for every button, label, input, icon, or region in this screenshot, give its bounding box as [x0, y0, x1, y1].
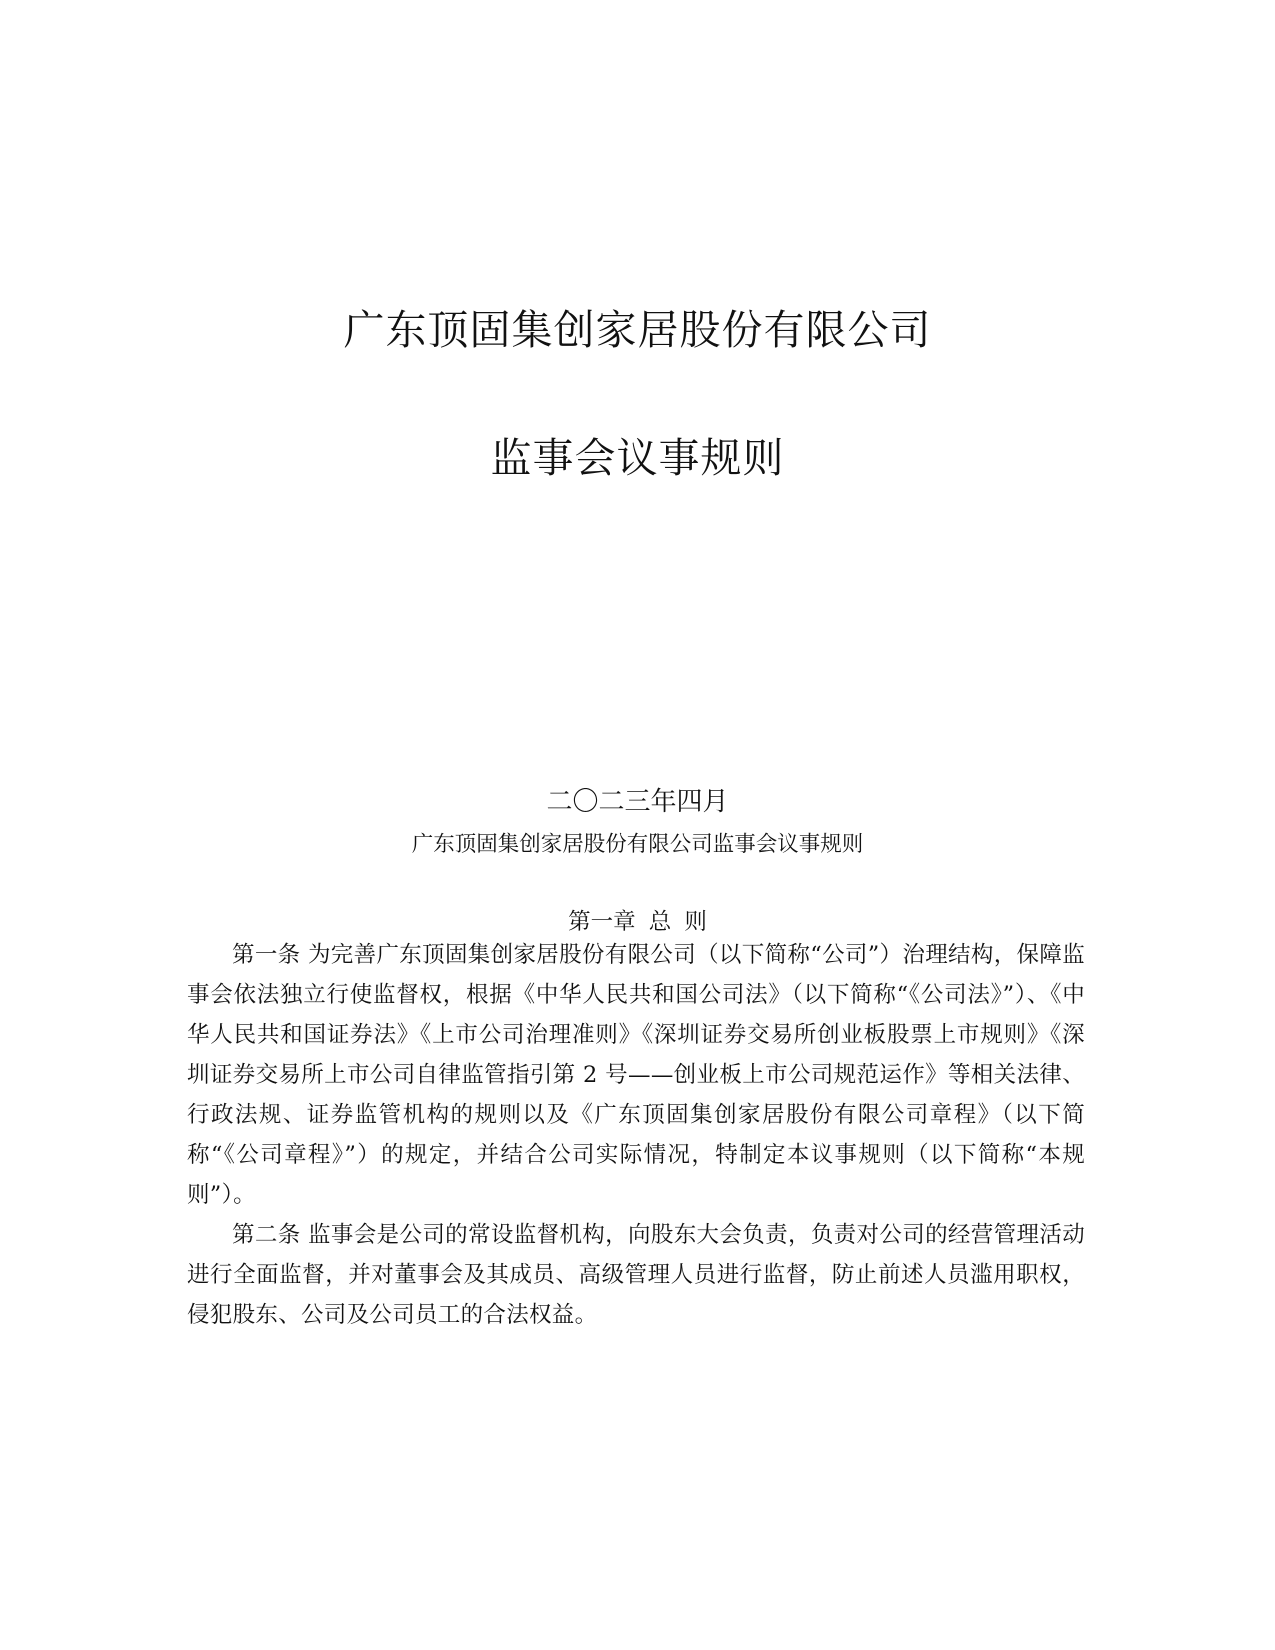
publication-date: 二〇二三年四月 [546, 787, 729, 817]
rules-full-title: 广东顶固集创家居股份有限公司监事会议事规则 [411, 832, 864, 857]
article-body [187, 935, 1085, 1335]
company-name-title: 广东顶固集创家居股份有限公司 [343, 306, 932, 354]
article-2: 第二条 监事会是公司的常设监督机构，向股东大会负责，负责对公司的经营管理活动进行全面监督，并对董事会及其成员、高级管理人员进行监督，防止前述人员滥用职权，侵犯股东、公司及公司员工的合法权益。 [187, 1222, 1085, 1328]
document-title: 监事会议事规则 [490, 434, 785, 482]
article-1: 第一条 为完善广东顶固集创家居股份有限公司（以下简称“公司”）治理结构，保障监事会依法独立行使监督权，根据《中华人民共和国公司法》（以下简称“《公司法》”）、《中华人民共和国证券法》《上市公司治理准则》《深圳证券交易所创业板股票上市规则》《深圳证券交易所上市公司自律监管指引第 2 号——创业板上市公司规范运作》等相关法律、行政法规、证券监管机构的规则以及《广东顶固集创家居股份有限公司章程》（以下简称“《公司章程》”）的规定，并结合公司实际情况，特制定本议事规则（以下简称“本规则”）。 [187, 942, 1085, 1208]
chapter-heading: 第一章 总 则 [568, 909, 707, 935]
